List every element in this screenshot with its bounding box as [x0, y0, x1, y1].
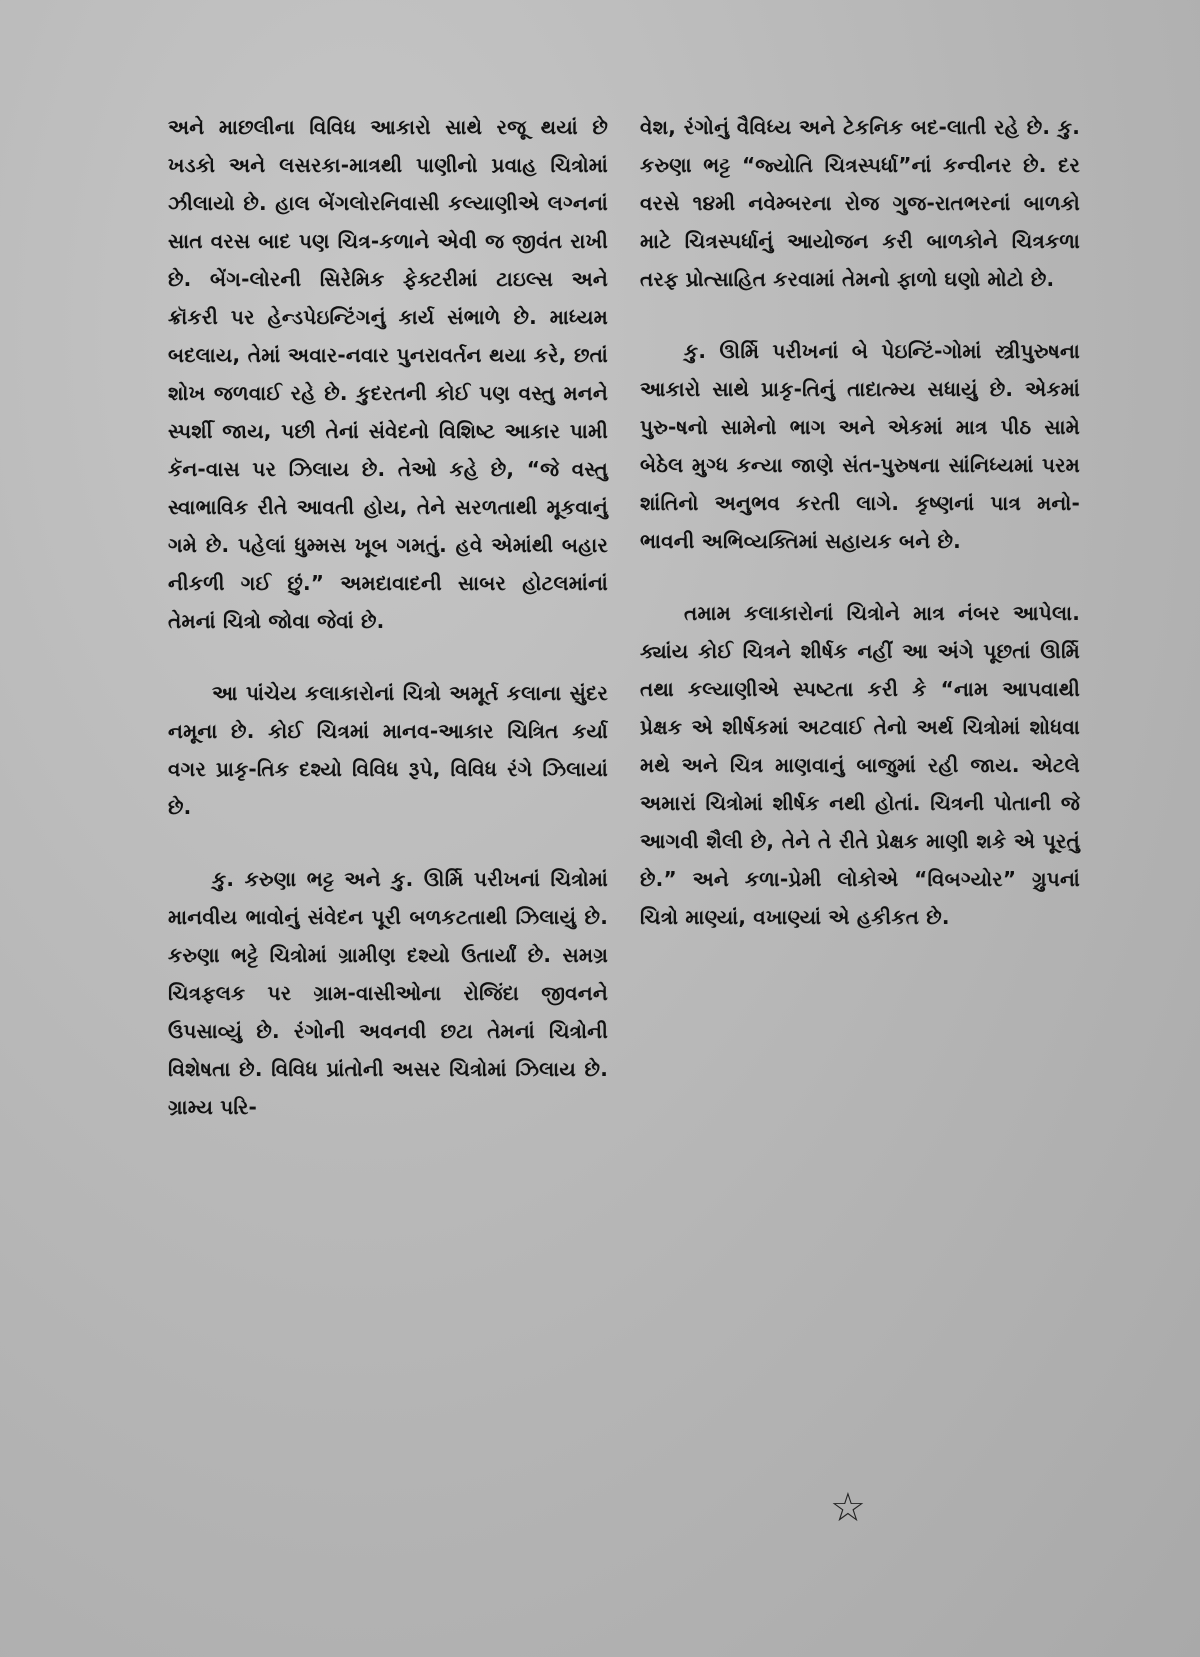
- paragraph: આ પાંચેય કલાકારોનાં ચિત્રો અમૂર્ત કલાના સુંદર નમૂના છે. કોઈ ચિત્રમાં માનવ-આકાર ચિત્રિત કર્યા વગર પ્રાકૃ-તિક દશ્યો વિવિધ રૂપે, વિવિધ રંગે ઝિલાયાં છે.: [168, 681, 608, 819]
- end-star-icon: ☆: [830, 1485, 866, 1531]
- left-text-column: [168, 108, 608, 1126]
- paragraph: અને માછલીના વિવિધ આકારો સાથે રજૂ થયાં છે ખડકો અને લસરકા-માત્રથી પાણીનો પ્રવાહ ચિત્રોમાં ઝીલાયો છે. હાલ બેંગલોરનિવાસી કલ્યાણીએ લગ્નનાં સાત વરસ બાદ પણ ચિત્ર-કળાને એવી જ જીવંત રાખી છે. બેંગ-લોરની સિરેમિક ફેક્ટરીમાં ટાઇલ્સ અને ક્રૉકરી પર હેન્ડપેઇન્ટિંગનું કાર્ય સંભાળે છે. માધ્યમ બદલાય, તેમાં અવાર-નવાર પુનરાવર્તન થયા કરે, છતાં શોખ જળવાઈ રહે છે. કુદરતની કોઈ પણ વસ્તુ મનને સ્પર્શી જાય, પછી તેનાં સંવેદનો વિશિષ્ટ આકાર પામી કૅન-વાસ પર ઝિલાય છે. તેઓ કહે છે, “જે વસ્તુ સ્વાભાવિક રીતે આવતી હોય, તેને સરળતાથી મૂકવાનું ગમે છે. પહેલાં ધુમ્મસ ખૂબ ગમતું. હવે એમાંથી બહાર નીકળી ગઈ છું.” અમદાવાદની સાબર હોટલમાંનાં તેમનાં ચિત્રો જોવા જેવાં છે.: [168, 115, 608, 633]
- right-text-column: [640, 108, 1080, 936]
- paragraph: કુ. ઊર્મિ પરીખનાં બે પેઇન્ટિં-ગોમાં સ્ત્રીપુરુષના આકારો સાથે પ્રાકૃ-તિનું તાદાત્મ્ય સધાયું છે. એકમાં પુરુ-ષનો સામેનો ભાગ અને એકમાં માત્ર પીઠ સામે બેઠેલ મુગ્ધ કન્યા જાણે સંત-પુરુષના સાંનિધ્યમાં પરમ શાંતિનો અનુભવ કરતી લાગે. કૃષ્ણનાં પાત્ર મનો-ભાવની અભિવ્યક્તિમાં સહાયક બને છે.: [640, 339, 1080, 553]
- paragraph: તમામ કલાકારોનાં ચિત્રોને માત્ર નંબર આપેલા. ક્યાંય કોઈ ચિત્રને શીર્ષક નહીં આ અંગે પૂછતાં ઊર્મિ તથા કલ્યાણીએ સ્પષ્ટતા કરી કે “નામ આપવાથી પ્રેક્ષક એ શીર્ષકમાં અટવાઈ તેનો અર્થ ચિત્રોમાં શોધવા મથે અને ચિત્ર માણવાનું બાજુમાં રહી જાય. એટલે અમારાં ચિત્રોમાં શીર્ષક નથી હોતાં. ચિત્રની પોતાની જે આગવી શૈલી છે, તેને તે રીતે પ્રેક્ષક માણી શકે એ પૂરતું છે.” અને કળા-પ્રેમી લોકોએ “વિબગ્યોર” ગ્રુપનાં ચિત્રો માણ્યાં, વખાણ્યાં એ હકીકત છે.: [640, 601, 1080, 929]
- paragraph: વેશ, રંગોનું વૈવિધ્ય અને ટેકનિક બદ-લાતી રહે છે. કુ. કરુણા ભટ્ટ “જ્યોતિ ચિત્રસ્પર્ધા”નાં કન્વીનર છે. દર વરસે ૧૪મી નવેમ્બરના રોજ ગુજ-રાતભરનાં બાળકો માટે ચિત્રસ્પર્ધાનું આયોજન કરી બાળકોને ચિત્રકળા તરફ પ્રોત્સાહિત કરવામાં તેમનો ફાળો ઘણો મોટો છે.: [640, 115, 1080, 291]
- paragraph: કુ. કરુણા ભટ્ટ અને કુ. ઊર્મિ પરીખનાં ચિત્રોમાં માનવીય ભાવોનું સંવેદન પૂરી બળકટતાથી ઝિલાયું છે. કરુણા ભટ્ટે ચિત્રોમાં ગ્રામીણ દશ્યો ઉતાર્યાં છે. સમગ્ર ચિત્રફલક પર ગ્રામ-વાસીઓના રોજિંદા જીવનને ઉપસાવ્યું છે. રંગોની અવનવી છટા તેમનાં ચિત્રોની વિશેષતા છે. વિવિધ પ્રાંતોની અસર ચિત્રોમાં ઝિલાય છે. ગ્રામ્ય પરિ-: [168, 867, 608, 1119]
